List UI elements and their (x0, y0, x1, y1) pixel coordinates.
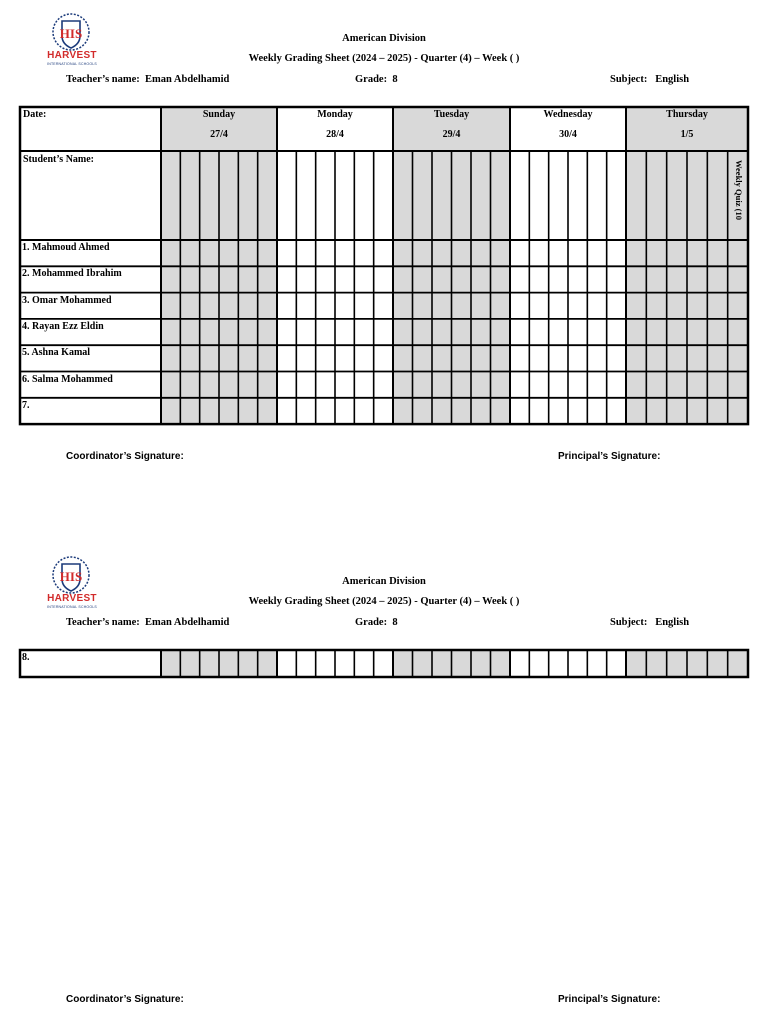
logo-brand-sub: INTERNATIONAL SCHOOLS (47, 605, 97, 609)
day-name-0: Sunday (202, 109, 236, 120)
day-date-2: 29/4 (442, 129, 461, 140)
grade-value: 8 (392, 617, 398, 628)
principal-signature-page2: Principal’s Signature: (558, 994, 661, 1005)
teacher-name: Eman Abdelhamid (145, 617, 230, 628)
student-name-6: 6. Salma Mohammed (22, 373, 113, 385)
grade-label: Grade: (355, 617, 388, 628)
day-date-1: 28/4 (326, 129, 344, 140)
logo-brand-sub: INTERNATIONAL SCHOOLS (47, 62, 97, 66)
grade-line-page2 (355, 617, 398, 629)
student-name-4: 4. Rayan Ezz Eldin (22, 320, 104, 332)
teacher-label: Teacher’s name: (66, 74, 140, 85)
coordinator-signature: Coordinator’s Signature: (66, 451, 184, 462)
logo-brand: HARVEST (47, 50, 97, 61)
student-name-7: 7. (22, 399, 30, 411)
grade-label: Grade: (355, 74, 388, 85)
day-date-4: 1/5 (680, 129, 694, 140)
student-name-1: 1. Mahmoud Ahmed (22, 242, 110, 253)
student-name-5: 5. Ashna Kamal (22, 347, 91, 359)
logo-brand: HARVEST (47, 593, 97, 604)
day-date-0: 27/4 (210, 129, 228, 140)
division-title: American Division (342, 33, 426, 44)
sheet-title: Weekly Grading Sheet (2024 – 2025) - Quarter (4) – Week ( ) (248, 53, 520, 64)
principal-signature: Principal’s Signature: (558, 451, 661, 462)
grading-table-page2 (0, 640, 768, 685)
subject-value: English (655, 617, 690, 628)
sheet-title-page2: Weekly Grading Sheet (2024 – 2025) - Quarter (4) – Week ( ) (248, 596, 520, 607)
day-date-3: 30/4 (559, 129, 577, 140)
subject-label: Subject: (610, 74, 648, 85)
day-name-2: Tuesday (433, 109, 470, 120)
day-name-4: Thursday (666, 109, 708, 120)
weekly-quiz-label: Weekly Quiz (10 (734, 160, 744, 220)
subject-label: Subject: (610, 617, 648, 628)
coordinator-signature-page2: Coordinator’s Signature: (66, 994, 184, 1005)
grade-value: 8 (392, 74, 398, 85)
teacher-label: Teacher’s name: (66, 617, 140, 628)
subject-line-page2 (610, 617, 689, 629)
grading-table (0, 0, 768, 440)
student-name-3: 3. Omar Mohammed (22, 294, 112, 306)
shield-emblem-icon (51, 555, 91, 595)
date-label: Date: (23, 109, 47, 120)
day-name-3: Wednesday (543, 109, 593, 120)
teacher-name: Eman Abdelhamid (145, 74, 230, 85)
student-name-label: Student’s Name: (23, 154, 95, 165)
subject-value: English (655, 74, 690, 85)
day-name-1: Monday (317, 109, 353, 120)
division-title-page2: American Division (342, 576, 426, 587)
student-name-2: 2. Mohammed Ibrahim (22, 268, 122, 280)
svg-text:HIS: HIS (59, 569, 83, 584)
svg-text:HIS: HIS (59, 26, 83, 41)
student-name-8: 8. (22, 652, 30, 663)
teacher-name-line-page2 (66, 617, 229, 629)
